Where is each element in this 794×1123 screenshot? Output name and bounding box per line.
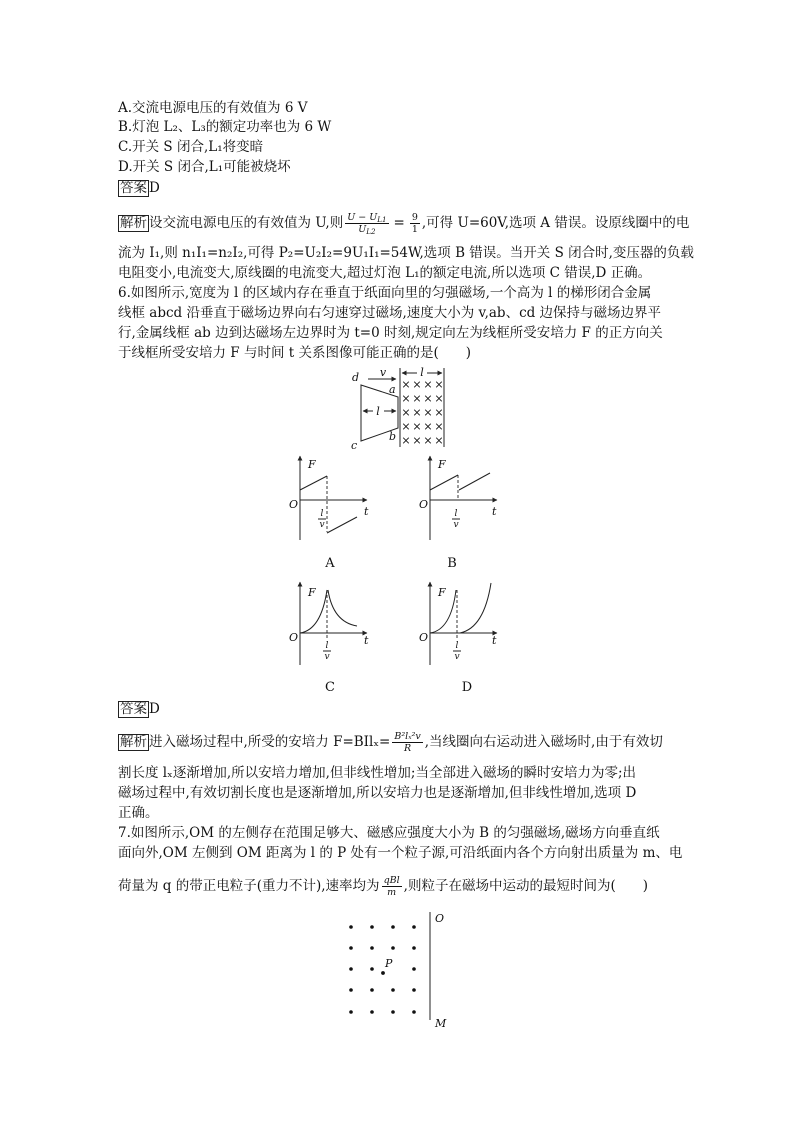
- mark-numerator: l: [325, 641, 329, 651]
- analysis-text: 设交流电源电压的有效值为 U,则: [149, 215, 344, 231]
- x-axis-label: t: [364, 505, 369, 518]
- field-dot: [370, 988, 374, 992]
- q7-stem-line-2: 面向外,OM 左侧到 OM 距离为 l 的 P 处有一个粒子源,可沿纸面内各个方向射出质量为 m、电: [118, 845, 683, 861]
- field-cross: ×: [434, 378, 444, 391]
- q6-analysis-line-1: [118, 727, 663, 757]
- graph-d: [419, 582, 497, 695]
- q7-stem-line-1: 7.如图所示,OM 的左侧存在范围足够大、磁感应强度大小为 B 的匀强磁场,磁场方向垂直纸: [118, 825, 660, 841]
- option-label-d: D: [461, 680, 473, 695]
- fraction-numerator: 9: [411, 212, 418, 223]
- field-dot: [412, 925, 416, 929]
- q6-stem-line-3: 行,金属线框 ab 边到达磁场左边界时为 t=0 时刻,规定向左为线框所受安培力 F 的正方向关: [118, 325, 663, 341]
- answer-value: D: [149, 180, 160, 196]
- q5-analysis-line-2: 流为 I₁,则 n₁I₁=n₂I₂,可得 P₂=U₂I₂=9U₁I₁=54W,选项 B 错误。当开关 S 闭合时,变压器的负载: [118, 245, 694, 261]
- denominator-subscript: L2: [366, 227, 376, 236]
- force-line-entering: [430, 475, 458, 490]
- q6-analysis-line-3: 磁场过程中,有效切割长度也是逐渐增加,所以安培力也是逐渐增加,但非线性增加,选项 D: [118, 785, 637, 801]
- x-axis-label: t: [364, 634, 369, 647]
- field-cross: ×: [434, 420, 444, 433]
- q5-option-a: A.交流电源电压的有效值为 6 V: [118, 100, 308, 116]
- option-label-b: B: [447, 556, 457, 571]
- x-axis-label: t: [492, 505, 497, 518]
- numerator-text: U − U: [347, 212, 378, 223]
- q5-option-d: D.开关 S 闭合,L₁可能被烧坏: [118, 159, 291, 175]
- force-line-exiting: [459, 473, 490, 490]
- analysis-label: 解析: [120, 734, 147, 750]
- field-cross: ×: [423, 392, 433, 405]
- velocity-label: v: [379, 366, 387, 379]
- q5-option-b: B.灯泡 L₂、L₃的额定功率也为 6 W: [118, 119, 332, 135]
- field-dot: [349, 946, 353, 950]
- graph-a: [289, 456, 369, 571]
- q6-stem-line-4: 于线框所受安培力 F 与时间 t 关系图像可能正确的是( ): [118, 345, 471, 361]
- field-cross: ×: [412, 420, 422, 433]
- field-cross: ×: [412, 406, 422, 419]
- vertex-label-d: d: [352, 371, 360, 384]
- field-cross: ×: [401, 434, 411, 447]
- field-dot: [349, 988, 353, 992]
- field-dot: [391, 1010, 395, 1014]
- option-label-c: C: [325, 680, 335, 695]
- origin-label: O: [289, 631, 299, 644]
- force-curve-exiting: [328, 590, 357, 626]
- field-dot: [391, 946, 395, 950]
- fraction-numerator: B²lₓ²v: [394, 731, 421, 742]
- field-crosses: [401, 378, 443, 447]
- q7-field-figure: [340, 905, 460, 1030]
- vertex-label-c: c: [351, 439, 358, 452]
- vertex-label-a: a: [389, 383, 396, 396]
- mark-numerator: l: [320, 509, 324, 519]
- field-cross: ×: [434, 392, 444, 405]
- fraction-denominator: R: [403, 743, 412, 754]
- graph-b: [419, 456, 497, 571]
- mark-denominator: v: [319, 520, 325, 530]
- origin-label: O: [289, 498, 299, 511]
- force-line-entering: [300, 476, 327, 490]
- y-axis-label: F: [308, 458, 316, 471]
- q6-trapezoid-field-figure: [340, 362, 455, 452]
- equals-sign: =: [393, 215, 405, 231]
- mark-denominator: v: [454, 652, 460, 662]
- stem-text: ,则粒子在磁场中运动的最短时间为( ): [403, 878, 648, 894]
- field-cross: ×: [423, 434, 433, 447]
- y-axis-label: F: [438, 458, 446, 471]
- fraction-numerator: [345, 212, 388, 224]
- field-cross: ×: [412, 434, 422, 447]
- q6-option-graphs: [280, 448, 510, 700]
- field-cross: ×: [401, 420, 411, 433]
- point-label-p: P: [385, 957, 393, 970]
- fraction-denominator: 1: [411, 224, 418, 235]
- q6-analysis-line-4: 正确。: [118, 805, 159, 821]
- q5-analysis-line-1: [118, 208, 689, 238]
- field-dot: [391, 988, 395, 992]
- answer-value: D: [149, 701, 160, 717]
- vertex-label-b: b: [389, 430, 397, 443]
- field-cross: ×: [423, 406, 433, 419]
- field-cross: ×: [423, 378, 433, 391]
- field-cross: ×: [401, 378, 411, 391]
- frame-height-label: l: [376, 405, 380, 418]
- numerator-subscript: L1: [377, 215, 387, 224]
- y-axis-label: F: [308, 586, 316, 599]
- q5-analysis-line-3: 电阻变小,电流变大,原线圈的电流变大,超过灯泡 L₁的额定电流,所以选项 C 错误,D 正确。: [118, 265, 652, 281]
- field-dot: [349, 925, 353, 929]
- field-cross: ×: [412, 392, 422, 405]
- origin-label: O: [419, 631, 429, 644]
- field-cross: ×: [423, 420, 433, 433]
- q5-option-c: C.开关 S 闭合,L₁将变暗: [118, 139, 264, 155]
- point-label-m: M: [435, 1017, 447, 1030]
- mark-numerator: l: [455, 641, 459, 651]
- field-dot: [412, 946, 416, 950]
- field-dot: [412, 988, 416, 992]
- field-width-label: l: [420, 366, 424, 379]
- fraction-denominator: [356, 224, 377, 235]
- field-dot: [349, 967, 353, 971]
- fraction-numerator: qBl: [383, 875, 400, 886]
- field-dot: [370, 946, 374, 950]
- field-dots: [349, 925, 416, 1014]
- origin-label: O: [419, 498, 429, 511]
- analysis-text: ,当线圈向右运动进入磁场时,由于有效切: [424, 734, 663, 750]
- answer-label: 答案: [120, 701, 147, 717]
- field-cross: ×: [434, 434, 444, 447]
- field-cross: ×: [401, 392, 411, 405]
- mark-denominator: v: [324, 652, 330, 662]
- denominator-text: U: [358, 224, 367, 235]
- field-dot: [412, 1010, 416, 1014]
- mark-numerator: l: [454, 509, 458, 519]
- graph-c: [289, 582, 369, 695]
- force-formula-fraction: [392, 731, 422, 754]
- q6-analysis-line-2: 割长度 lₓ逐渐增加,所以安培力增加,但非线性增加;当全部进入磁场的瞬时安培力为零;出: [118, 765, 637, 781]
- field-cross: ×: [434, 406, 444, 419]
- force-curve-exiting: [460, 583, 491, 633]
- field-dot: [391, 925, 395, 929]
- voltage-ratio-fraction: [345, 212, 388, 235]
- particle-source-dot: [381, 971, 385, 975]
- q6-answer-line: [118, 701, 160, 717]
- speed-fraction: [382, 875, 402, 898]
- field-cross: ×: [401, 406, 411, 419]
- field-dot: [349, 1010, 353, 1014]
- field-dot: [370, 1010, 374, 1014]
- field-cross: ×: [412, 378, 422, 391]
- point-label-o: O: [435, 912, 445, 925]
- option-label-a: A: [325, 556, 335, 571]
- force-line-exiting: [327, 517, 357, 533]
- analysis-text: 进入磁场过程中,所受的安培力 F=BIlₓ=: [149, 734, 391, 750]
- x-axis-label: t: [492, 634, 497, 647]
- stem-text: 荷量为 q 的带正电粒子(重力不计),速率均为: [118, 878, 380, 894]
- field-dot: [412, 967, 416, 971]
- analysis-label: 解析: [120, 215, 147, 231]
- analysis-text: ,可得 U=60V,选项 A 错误。设原线圈中的电: [421, 215, 690, 231]
- q6-stem-line-1: 6.如图所示,宽度为 l 的区域内存在垂直于纸面向里的匀强磁场,一个高为 l 的梯形闭合金属: [118, 285, 652, 301]
- q7-stem-line-3: [118, 871, 648, 901]
- field-dot: [370, 967, 374, 971]
- fraction-denominator: m: [387, 887, 397, 898]
- answer-label: 答案: [120, 180, 147, 196]
- q5-answer-line: [118, 180, 160, 196]
- mark-denominator: v: [453, 520, 459, 530]
- ratio-value-fraction: [410, 212, 420, 235]
- field-dot: [370, 925, 374, 929]
- q6-stem-line-2: 线框 abcd 沿垂直于磁场边界向右匀速穿过磁场,速度大小为 v,ab、cd 边保持与磁场边界平: [118, 305, 662, 321]
- y-axis-label: F: [438, 586, 446, 599]
